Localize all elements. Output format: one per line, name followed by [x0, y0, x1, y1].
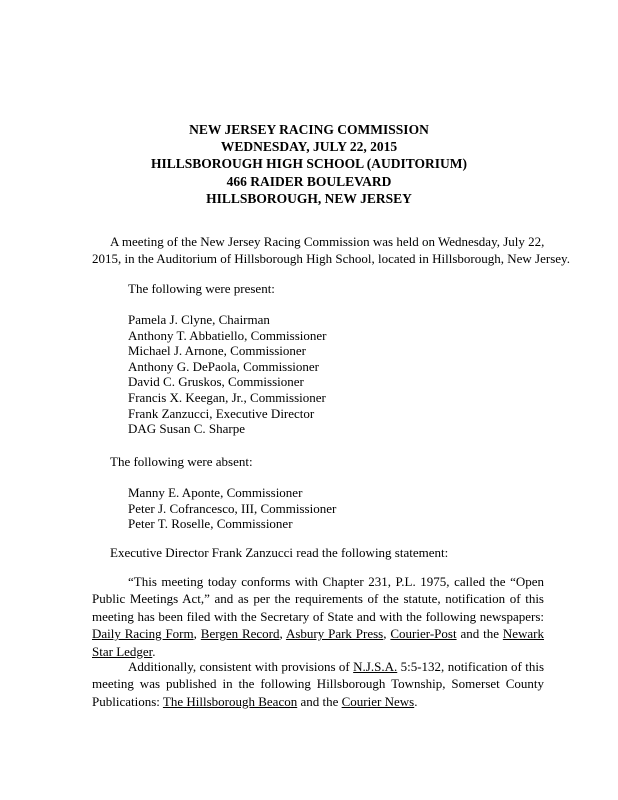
list-item: DAG Susan C. Sharpe: [128, 421, 245, 437]
intro-line-1: A meeting of the New Jersey Racing Commission was held on Wednesday, July 22,: [110, 234, 545, 249]
header-commission-name: NEW JERSEY RACING COMMISSION: [189, 122, 429, 137]
separator: and the: [456, 626, 503, 642]
absent-list: [128, 485, 336, 532]
newspaper-courier-news: Courier News: [341, 693, 415, 709]
statement-text: “This meeting today conforms with Chapter 231, P.L. 1975, called the “Open Public Meetings Act,” and as per the requirements of the statute, notification of this meeting has been filed with the Secretary of State and with the following newspapers:: [92, 574, 544, 624]
period: .: [152, 643, 156, 659]
statement-intro: Executive Director Frank Zanzucci read the following statement:: [110, 545, 449, 560]
newspaper-newark-star-ledger: Newark Star Ledger: [92, 626, 545, 659]
additional-text: Additionally, consistent with provisions of: [128, 659, 354, 674]
separator: ,: [383, 626, 391, 642]
newspaper-hillsborough-beacon: The Hillsborough Beacon: [162, 693, 298, 709]
list-item: David C. Gruskos, Commissioner: [128, 374, 304, 390]
header-meeting-date: WEDNESDAY, JULY 22, 2015: [220, 139, 398, 155]
period: .: [414, 693, 418, 709]
intro-line-2: 2015, in the Auditorium of Hillsborough High School, located in Hillsborough, New Jersey.: [92, 251, 570, 267]
document-header: [0, 121, 618, 207]
header-venue: HILLSBOROUGH HIGH SCHOOL (AUDITORIUM): [151, 156, 467, 172]
present-list: [128, 312, 327, 437]
newspaper-courier-post: Courier-Post: [390, 626, 457, 642]
header-street-address: 466 RAIDER BOULEVARD: [226, 173, 392, 189]
intro-paragraph: [92, 233, 570, 268]
absent-heading: The following were absent:: [110, 454, 253, 469]
separator: ,: [279, 626, 286, 642]
separator: ,: [193, 626, 201, 642]
present-heading: The following were present:: [128, 281, 275, 296]
list-item: Anthony T. Abbatiello, Commissioner: [128, 327, 327, 343]
additional-text: and the: [297, 693, 342, 709]
header-city-state: HILLSBOROUGH, NEW JERSEY: [206, 190, 412, 206]
statute-reference: N.J.S.A.: [353, 659, 398, 674]
list-item: Frank Zanzucci, Executive Director: [128, 405, 315, 421]
newspaper-asbury-park-press: Asbury Park Press: [285, 626, 384, 642]
list-item: Anthony G. DePaola, Commissioner: [128, 358, 320, 374]
list-item: Michael J. Arnone, Commissioner: [128, 343, 307, 359]
statement-paragraph: [92, 573, 544, 660]
list-item: Francis X. Keegan, Jr., Commissioner: [128, 389, 326, 405]
list-item: Manny E. Aponte, Commissioner: [128, 485, 303, 500]
newspaper-daily-racing-form: Daily Racing Form: [92, 626, 194, 642]
newspaper-bergen-record: Bergen Record: [200, 626, 280, 642]
additional-paragraph: [92, 658, 544, 710]
list-item: Pamela J. Clyne, Chairman: [128, 312, 270, 327]
list-item: Peter T. Roselle, Commissioner: [128, 516, 293, 532]
list-item: Peter J. Cofrancesco, III, Commissioner: [128, 500, 337, 516]
additional-text: 5:5-132, notification of this meeting was published in the following Hillsborough Township, Somerset County Publications:: [92, 659, 545, 709]
